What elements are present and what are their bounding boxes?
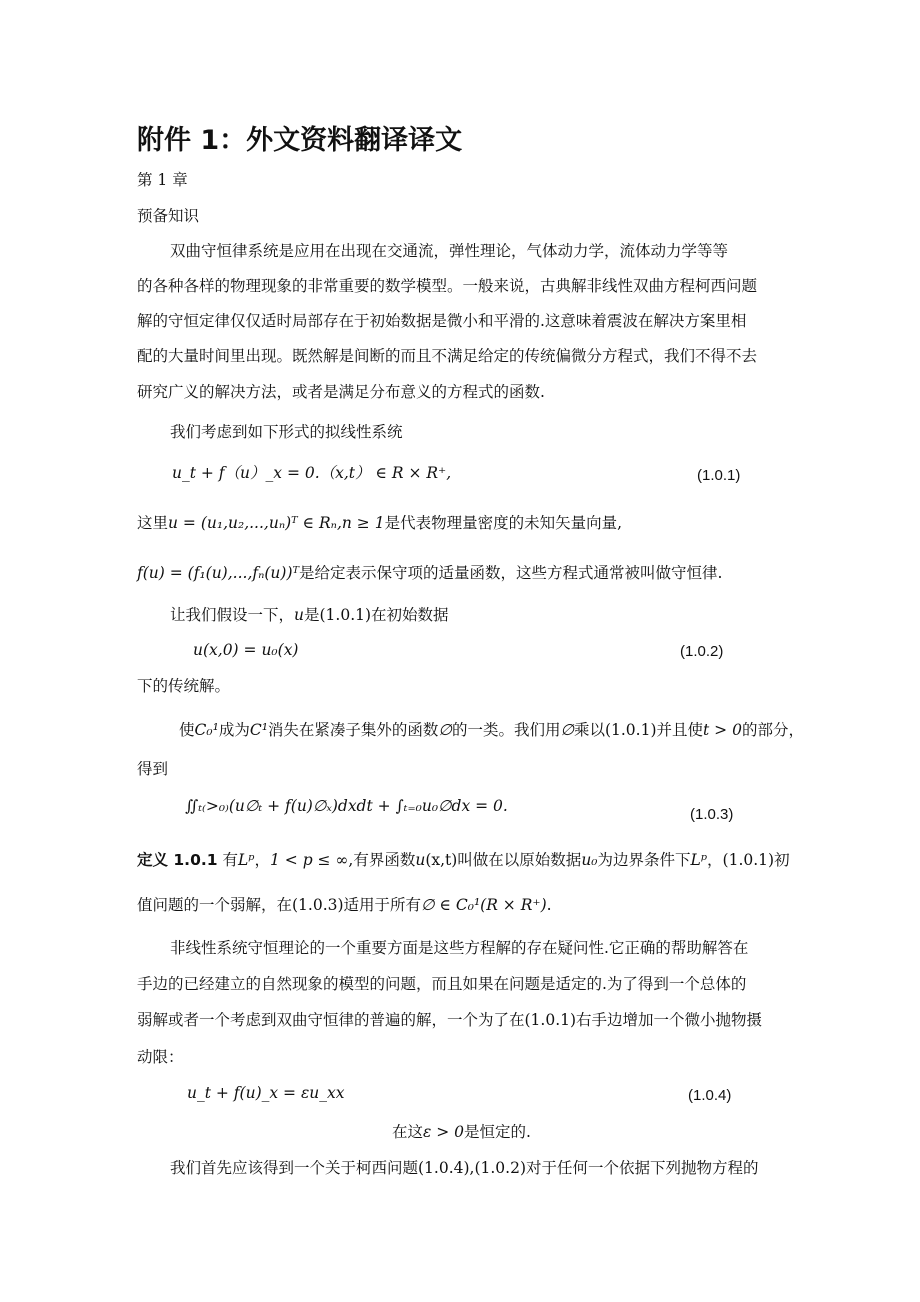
paragraph-line: 弱解或者一个考虑到双曲守恒律的普遍的解，一个为了在(1.0.1)右手边增加一个微小抛物摄 [137, 1011, 763, 1029]
inline-math: u [415, 851, 426, 869]
inline-math: Lᵖ [237, 851, 255, 869]
text: 是恒定的. [464, 1123, 531, 1141]
paragraph-line: 的各种各样的物理现象的非常重要的数学模型。一般来说，古典解非线性双曲方程柯西问题 [137, 277, 758, 295]
inline-math: ∅ ∈ C₀¹(R × R⁺) [421, 896, 547, 914]
paragraph-line [170, 605, 449, 625]
definition-line [137, 895, 552, 915]
text: 值问题的一个弱解，在(1.0.3)适用于所有 [137, 896, 422, 914]
inline-math: ε > 0 [423, 1123, 465, 1141]
paragraph-line: 研究广义的解决方法，或者是满足分布意义的方程式的函数. [137, 383, 545, 401]
equation-number: (1.0.4) [688, 1087, 732, 1104]
paragraph-line: 双曲守恒律系统是应用在出现在交通流，弹性理论，气体动力学，流体动力学等等 [170, 242, 729, 260]
text: ， [254, 851, 270, 869]
paragraph-line [392, 1122, 531, 1142]
paragraph-line: 非线性系统守恒理论的一个重要方面是这些方程解的存在疑问性.它正确的帮助解答在 [170, 939, 749, 957]
equation: u(x,0) = u₀(x) [193, 641, 299, 659]
paragraph-line: 我们考虑到如下形式的拟线性系统 [170, 423, 403, 441]
inline-math: ∅ [438, 721, 452, 739]
text: ，(1.0.1)初 [707, 851, 790, 869]
equation: ∬ₜ₍>₀₎(u∅ₜ + f(u)∅ₓ)dxdt + ∫ₜ₌₀u₀∅dx = 0. [185, 797, 508, 815]
paragraph-line [137, 513, 622, 533]
text: 有 [222, 851, 238, 869]
equation: u_t + f（u）_x = 0.（x,t） ∈ R × R⁺, [172, 464, 452, 482]
inline-math: f(u) = (f₁(u),...,fₙ(u))ᵀ [137, 564, 300, 582]
inline-math: 1 < p ≤ ∞ [270, 851, 349, 869]
text: (x,t)叫做在以原始数据 [425, 851, 582, 869]
paragraph-line: 得到 [137, 760, 169, 778]
text: 的部分， [741, 721, 804, 739]
paragraph-line: 下的传统解。 [137, 677, 231, 695]
equation-number: (1.0.2) [680, 643, 724, 660]
text: 让我们假设一下， [170, 606, 295, 624]
inline-math: t > 0 [703, 721, 742, 739]
text: 消失在紧凑子集外的函数 [267, 721, 439, 739]
equation: u_t + f(u)_x = εu_xx [187, 1084, 345, 1102]
inline-math: Lᵖ [690, 851, 708, 869]
inline-math: u₀ [581, 851, 598, 869]
equation-number: (1.0.3) [690, 806, 734, 823]
text: 这里 [137, 514, 169, 532]
text: ,有界函数 [348, 851, 416, 869]
text: . [546, 896, 552, 914]
paragraph-line: 动限： [137, 1048, 184, 1066]
text: 在这 [392, 1123, 424, 1141]
inline-math: ∅ [560, 721, 574, 739]
text: 的一类。我们用 [451, 721, 561, 739]
paragraph-line: 我们首先应该得到一个关于柯西问题(1.0.4),(1.0.2)对于任何一个依据下列抛物方程的 [170, 1159, 759, 1177]
section-heading: 预备知识 [137, 207, 200, 225]
text: 为边界条件下 [597, 851, 691, 869]
text: 是代表物理量密度的未知矢量向量, [384, 514, 622, 532]
paragraph-line: 配的大量时间里出现。既然解是间断的而且不满足给定的传统偏微分方程式，我们不得不去 [137, 347, 758, 365]
equation-number: (1.0.1) [697, 467, 741, 484]
text: 乘以(1.0.1)并且使 [573, 721, 704, 739]
definition-label: 定义 1.0.1 [137, 851, 218, 869]
inline-math: u = (u₁,u₂,...,uₙ)ᵀ ∈ Rₙ,n ≥ 1 [168, 514, 385, 532]
text: 使 [179, 721, 195, 739]
text: 成为 [218, 721, 250, 739]
inline-math: C₀¹ [194, 721, 219, 739]
chapter-heading: 第 1 章 [137, 171, 188, 189]
text: 是(1.0.1)在初始数据 [304, 606, 449, 624]
inline-math: C¹ [249, 721, 268, 739]
paragraph-line [137, 563, 722, 583]
definition-line [137, 850, 790, 870]
paragraph-line: 解的守恒定律仅仅适时局部存在于初始数据是微小和平滑的.这意味着震波在解决方案里相 [137, 312, 747, 330]
inline-math: u [294, 606, 304, 624]
paragraph-line [179, 720, 804, 740]
paragraph-line: 手边的已经建立的自然现象的模型的问题，而且如果在问题是适定的.为了得到一个总体的 [137, 975, 747, 993]
text: 是给定表示保守项的适量函数，这些方程式通常被叫做守恒律. [299, 564, 723, 582]
page-title: 附件 1：外文资料翻译译文 [137, 125, 463, 156]
